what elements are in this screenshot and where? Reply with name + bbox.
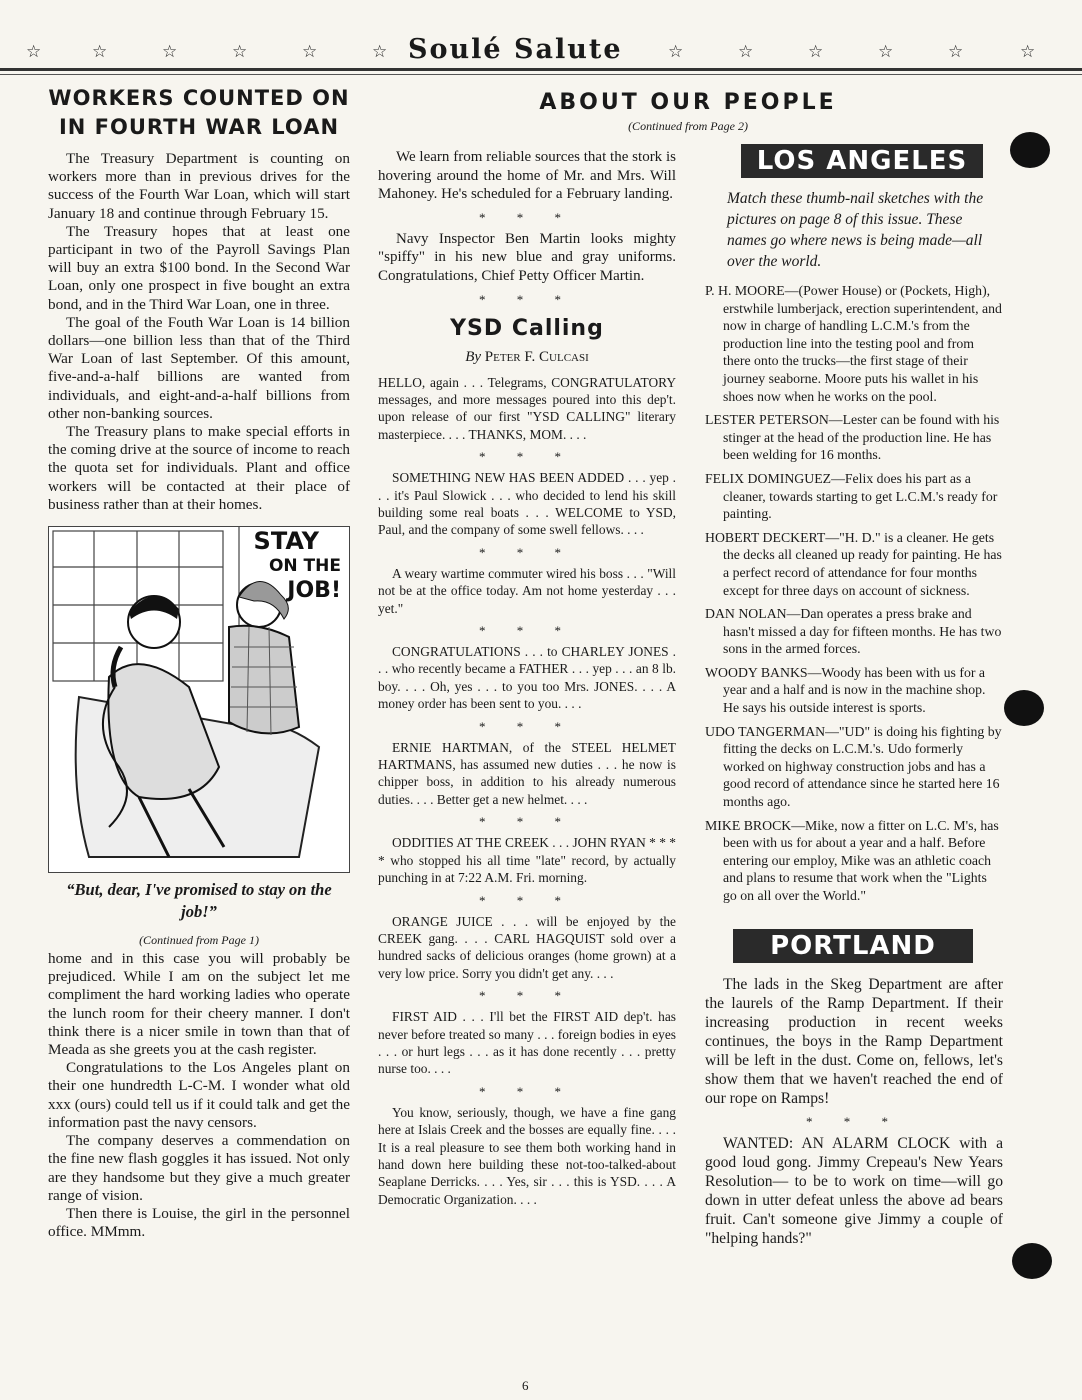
cartoon-drawing bbox=[49, 527, 349, 872]
column-war-loan bbox=[48, 84, 350, 1241]
cartoon-caption: “But, dear, I've promised to stay on the job!” bbox=[66, 880, 332, 922]
star-icon: ☆ bbox=[808, 42, 824, 61]
paragraph: The Treasury hopes that at least one participant in two of the Payroll Savings Plan will buy an extra $100 bond. In the Second War Loan, only one prospect in five bought an extra bond, and in the Third War Loan, one in three. bbox=[48, 222, 350, 313]
paragraph: The company deserves a commendation on the fine new flash goggles it has issued. Not only are they handsome but they give a much greater range of vision. bbox=[48, 1132, 350, 1204]
news-item: ORANGE JUICE . . . will be enjoyed by the CREEK gang. . . . CARL HAGQUIST sold over a hundred sacks of delicious oranges (home grown) at a very low price. Sorry you didn't get any. . . . bbox=[378, 913, 676, 981]
star-icon: ☆ bbox=[1020, 42, 1036, 61]
paragraph: The lads in the Skeg Department are after the laurels of the Ramp Department. If their increasing production in recent weeks continues, the boys in the Ramp Department will be left in the dust. Come on, fellows, let's show them that we haven't reached the end of our rope on Ramps! bbox=[705, 975, 1003, 1107]
news-item: A weary wartime commuter wired his boss . . . "Will not be at the office today. Am not home yesterday . . . yet." bbox=[378, 565, 676, 616]
masthead bbox=[0, 34, 1082, 70]
paragraph: WANTED: AN ALARM CLOCK with a good loud gong. Jimmy Crepeau's New Years Resolution— to be to work on time—will go down in utter defeat unless the above ad bears fruit. Can't someone give Jimmy a couple of "helping hands?" bbox=[705, 1134, 1003, 1247]
news-item: HELLO, again . . . Telegrams, CONGRATULATORY messages, and more messages poured into this dep't. upon release of our first "YSD CALLING" literary masterpiece. . . . THANKS, MOM. . . . bbox=[378, 374, 676, 442]
continued-note: (Continued from Page 1) bbox=[139, 933, 259, 948]
binder-hole bbox=[1010, 132, 1050, 168]
separator: * * * bbox=[479, 544, 575, 560]
star-icon: ☆ bbox=[162, 42, 178, 61]
paragraph: home and in this case you will probably be prejudiced. While I am on the subject let me compliment the hard working ladies who operate the lunch room for their cheery manner. I don't think there is a nicer smile in town than that of Meada as she greets you at the cash register. bbox=[48, 950, 350, 1059]
ysd-heading: YSD Calling bbox=[450, 315, 604, 341]
employee-entry: P. H. MOORE—(Power House) or (Pockets, High), erstwhile lumberjack, erection superintendent, and now in charge of handling L.C.M.'s from the production line into the testing pool and from there onto the trucks—the first stage of their journey seaborne. Moore puts his wallet in his shoes now when he works on the pool. bbox=[705, 283, 1002, 404]
page-number: 6 bbox=[522, 1378, 529, 1393]
news-item: ERNIE HARTMAN, of the STEEL HELMET HARTMANS, has assumed new duties . . . he now is chipper boss, in addition to his already numerous duties. . . . Better get a new helmet. . . . bbox=[378, 739, 676, 807]
cartoon-illustration bbox=[48, 526, 350, 873]
paragraph: The Treasury Department is counting on workers more than in previous drives for the success of the Fourth War Loan, which will start January 18 and continue through February 15. bbox=[48, 150, 350, 222]
about-heading-block bbox=[518, 86, 858, 134]
section-heading: ABOUT OUR PEOPLE bbox=[539, 90, 837, 115]
employee-entry: LESTER PETERSON—Lester can be found with his stinger at the head of the production line. He has been welding for 16 months. bbox=[705, 412, 1000, 463]
column-about-people bbox=[378, 148, 676, 1208]
star-icon: ☆ bbox=[232, 42, 248, 61]
svg-text:JOB!: JOB! bbox=[287, 578, 341, 604]
svg-text:STAY: STAY bbox=[253, 527, 319, 556]
employee-entry: HOBERT DECKERT—"H. D." is a cleaner. He gets the decks all cleaned up ready for painting. He has a perfect record of attendance for four months except for three days on account of sickness. bbox=[705, 529, 1002, 598]
byline-author: Peter F. Culcasi bbox=[484, 348, 589, 365]
la-intro: Match these thumb-nail sketches with the pictures on page 8 of this issue. These names go where news is being made—all over the world. bbox=[727, 190, 984, 270]
paragraph: The Treasury plans to make special efforts in the coming drive at the source of income to reach the quota set for individuals. Plant and office workers will be contacted at their place of business rather than at their homes. bbox=[48, 423, 350, 513]
separator: * * * bbox=[479, 814, 575, 830]
masthead-rule-thin bbox=[0, 74, 1082, 75]
news-item: ODDITIES AT THE CREEK . . . JOHN RYAN * * * * who stopped his all time "late" record, by actually punching in at 7:22 A.M. Fri. morning. bbox=[378, 835, 676, 886]
separator: * * * bbox=[479, 988, 575, 1004]
paragraph: Congratulations to the Los Angeles plant on their one hundredth L-C-M. I wonder what old xxx (ours) could tell us if it could talk and get the information past the navy censors. bbox=[48, 1059, 350, 1131]
paragraph: We learn from reliable sources that the stork is hovering around the home of Mr. and Mrs. Will Mahoney. He's scheduled for a February landing. bbox=[378, 149, 676, 203]
binder-hole bbox=[1004, 690, 1044, 726]
star-icon: ☆ bbox=[92, 42, 108, 61]
separator: * * * bbox=[479, 1083, 575, 1099]
star-icon: ☆ bbox=[948, 42, 964, 61]
portland-banner: PORTLAND bbox=[733, 929, 973, 963]
star-icon: ☆ bbox=[878, 42, 894, 61]
star-icon: ☆ bbox=[668, 42, 684, 61]
separator: * * * bbox=[479, 291, 575, 307]
binder-hole bbox=[1012, 1243, 1052, 1279]
byline-by: By bbox=[465, 348, 482, 365]
separator: * * * bbox=[806, 1113, 902, 1129]
paragraph: Then there is Louise, the girl in the personnel office. MMmm. bbox=[48, 1204, 350, 1241]
paragraph: The goal of the Fouth War Loan is 14 billion dollars—one billion less than that of the Third War Loan of last September. Of this amount, five-and-a-half billions are wanted from individuals, and eight-and-a-half billions from other non-banking sources. bbox=[48, 313, 350, 422]
separator: * * * bbox=[479, 892, 575, 908]
separator: * * * bbox=[479, 209, 575, 225]
star-icon: ☆ bbox=[302, 42, 318, 61]
article-heading: WORKERS COUNTED ON IN FOURTH WAR LOAN bbox=[48, 86, 350, 139]
employee-entry: UDO TANGERMAN—"UD" is doing his fighting by fitting the decks on L.C.M.'s. Udo formerly worked on highway construction jobs and has a good record of attendance since he started here 16 months ago. bbox=[705, 723, 1002, 810]
news-item: You know, seriously, though, we have a fine gang here at Islais Creek and the bosses are equally fine. . . . It is a real pleasure to see them both working hand in hand down here building these not-too-talked-about Seaplane Derricks. . . . Yes, sir . . . this is YSD. . . . A Democratic Organization. . . . bbox=[378, 1104, 676, 1207]
masthead-title: Soulé Salute bbox=[408, 34, 623, 65]
column-plants bbox=[705, 144, 1003, 1248]
news-item: FIRST AID . . . I'll bet the FIRST AID dep't. has never before treated so many . . . foreign bodies in eyes . . . or hurt legs . . . as it has done recently . . . pretty nurse too. . . . bbox=[378, 1009, 676, 1077]
continued-note: (Continued from Page 2) bbox=[628, 119, 748, 133]
star-icon: ☆ bbox=[372, 42, 388, 61]
employee-entry: FELIX DOMINGUEZ—Felix does his part as a cleaner, towards starting to get L.C.M.'s ready for painting. bbox=[705, 470, 998, 522]
masthead-rule bbox=[0, 68, 1082, 71]
los-angeles-banner: LOS ANGELES bbox=[741, 144, 983, 178]
svg-text:ON THE: ON THE bbox=[268, 556, 341, 577]
byline bbox=[378, 349, 676, 366]
employee-entry: DAN NOLAN—Dan operates a press brake and hasn't missed a day for fifteen months. He has two sons in the armed forces. bbox=[705, 606, 1002, 657]
employee-entry: WOODY BANKS—Woody has been with us for a year and a half and is now in the machine shop. He says his outside interest is sports. bbox=[705, 664, 986, 716]
separator: * * * bbox=[479, 718, 575, 734]
employee-entry: MIKE BROCK—Mike, now a fitter on L.C. M's, has been with us for about a year and a half. Before entering our employ, Mike was an athletic coach and plans to resume that work when the "Lights go on all over the World." bbox=[705, 817, 999, 903]
separator: * * * bbox=[479, 623, 575, 639]
news-item: CONGRATULATIONS . . . to CHARLEY JONES . . . who recently became a FATHER . . . yep . . . an 8 lb. boy. . . . Oh, yes . . . to you too Mrs. JONES. . . . A money order has been sent to you. . . . bbox=[378, 644, 676, 712]
paragraph: Navy Inspector Ben Martin looks mighty "spiffy" in his new blue and gray uniforms. Congratulations, Chief Petty Officer Martin. bbox=[378, 230, 676, 284]
star-icon: ☆ bbox=[26, 42, 42, 61]
star-icon: ☆ bbox=[738, 42, 754, 61]
news-item: SOMETHING NEW HAS BEEN ADDED . . . yep . . . it's Paul Slowick . . . who decided to lend his skill building some real boats . . . WELCOME to YSD, Paul, and the company of some swell fellows. . . . bbox=[378, 470, 676, 538]
separator: * * * bbox=[479, 449, 575, 465]
